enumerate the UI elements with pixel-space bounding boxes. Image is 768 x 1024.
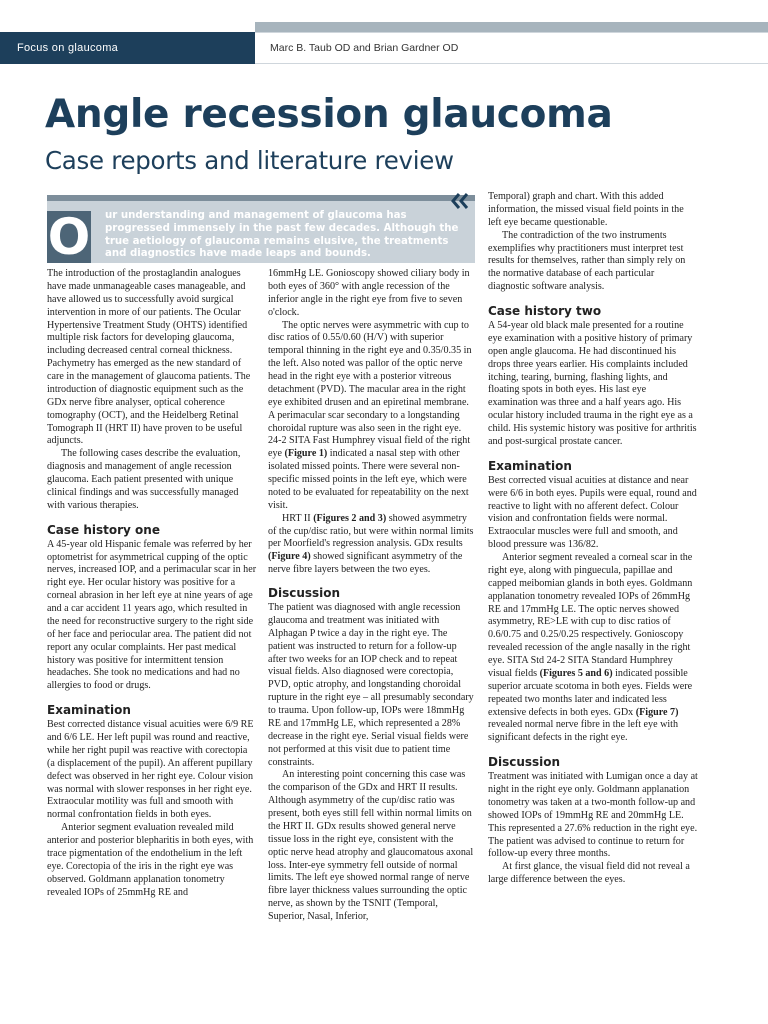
- figure-reference: (Figure 4): [268, 551, 311, 563]
- section-heading: Examination: [488, 458, 572, 473]
- paragraph: 16mmHg LE. Gonioscopy showed ciliary body in both eyes of 360° with angle recession of the inferior angle in the right eye from five to seven o'clock.: [268, 268, 470, 318]
- section-heading: Case history one: [47, 522, 160, 537]
- text-run: showed significant asymmetry of the nerve fibre layers between the two eyes.: [268, 551, 463, 576]
- section-label: Focus on glaucoma: [0, 32, 255, 64]
- paragraph: [268, 320, 476, 513]
- figure-reference: (Figure 1): [284, 448, 328, 460]
- paragraph: Anterior segment evaluation revealed mild anterior and posterior blepharitis in both eyes, with trace pigmentation of the endothelium in the left eye. Corectopia of the iris in the right eye was observed. Goldmann applanation tonometry revealed IOPs of 25mmHg RE and: [47, 822, 254, 898]
- text-run: Anterior segment revealed a corneal scar in the right eye, along with pinguecula, papillae and capped meibomian glands in both eyes. Goldmann applanation tonometry revealed IOPs of 26mmHg RE and 17mmHg LE. The optic nerves showed asymmetry, RE>LE with cup to disc ratios of 0.6/0.75 and 0.25/0.25 respectively. Gonioscopy revealed recession of the angle nasally in the right eye. SITA Std 24-2 SITA Standard Humphrey visual fields: [488, 552, 693, 679]
- author-line: Marc B. Taub OD and Brian Gardner OD: [255, 32, 768, 64]
- lead-box: [47, 195, 475, 266]
- text-run: The optic nerves were asymmetric with cup to disc ratios of 0.55/0.60 (H/V) with superior temporal thinning in the right eye and 0.35/0.35 in the left. Also noted was pallor of the optic nerve head in the right eye with a posterior vitreous detachment (PVD). The macular area in the right eye exhibited drusen and an epiretinal membrane. A perimacular scar secondary to a longstanding choroidal rupture was also seen in the right eye. 24-2 SITA Fast Humphrey visual field of the right eye: [268, 319, 472, 460]
- paragraph: The following cases describe the evaluation, diagnosis and management of angle recession glaucoma. Each patient presented with unique clinical findings and was successfully managed with various therapies.: [47, 448, 241, 511]
- running-header: [0, 32, 768, 64]
- column-3: [488, 191, 698, 887]
- figure-reference: (Figures 5 and 6): [539, 667, 613, 679]
- column-1: [47, 268, 257, 899]
- figure-reference: (Figure 7): [635, 706, 679, 718]
- paragraph: Temporal) graph and chart. With this added information, the missed visual field points in the left eye became questionable.: [488, 191, 684, 228]
- text-run: indicated a nasal step with other isolated missed points. There were several non-specific missed points in the left eye, which were noted to be evaluated for repeatability on the next visit.: [268, 448, 469, 511]
- section-heading: Discussion: [268, 586, 341, 600]
- double-chevron-left-icon: [450, 192, 470, 210]
- paragraph: Treatment was initiated with Lumigan once a day at night in the right eye only. Goldmann applanation tonometry was taken at a two-month follow-up and showed IOPs of 19mmHg RE and 20mmHg LE. This represented a 27.6% reduction in the right eye. The patient was advised to continue to return for follow-up every three months.: [488, 771, 698, 860]
- text-run: revealed normal nerve fibre in the left eye with significant defects in the right eye.: [488, 719, 679, 744]
- paragraph: A 45-year old Hispanic female was referred by her optometrist for asymmetrical cupping of the optic nerves, increased IOP, and a perimacular scar in her right eye. Her ocular history was positive for a corneal abrasion in her left eye at nine years of age and a car accident 11 years ago, which resulted in the need for reconstructive surgery to the right side of her face and periocular area. The patient did not report any ocular complaints. Her past medical history was positive for intermittent tension headaches. She took no medications and had no allergies to food or drugs.: [47, 538, 257, 692]
- paragraph: The contradiction of the two instruments exemplifies why practitioners must interpret test results for themselves, rather than simply rely on the normative database of each particular diagnostic software analysis.: [488, 229, 686, 293]
- article-subtitle: Case reports and literature review: [45, 146, 454, 175]
- top-accent-strip: [255, 22, 768, 32]
- paragraph: The introduction of the prostaglandin analogues have made unmanageable cases manageable, and have allowed us to successfully avoid surgical intervention in more of our patients. The Ocular Hypertensive Treatment Study (OHTS) identified multiple risk factors for developing glaucoma, including decreased central corneal thickness. Pachymetry has emerged as the new standard of care in the management of glaucoma patients. The introduction of diagnostic equipment such as the GDx nerve fibre analyser, optical coherence tomography (OCT), and the Heidelberg Retinal Tomograph II (HRT II) have proven to be useful adjuncts.: [47, 268, 251, 447]
- article-title: Angle recession glaucoma: [45, 92, 613, 137]
- paragraph: At first glance, the visual field did not reveal a large difference between the eyes.: [488, 861, 690, 886]
- paragraph: Best corrected distance visual acuities were 6/9 RE and 6/6 LE. Her left pupil was round and reactive, while her right pupil was reactive with corectopia (a displacement of the pupil). An afferent pupillary defect was observed in her right eye. Colour vision was normal with slower responses in her right eye. Extraocular motility was full and smooth with normal confrontation fields in both eyes.: [47, 719, 254, 821]
- column-2: [268, 268, 476, 924]
- paragraph: [268, 513, 476, 577]
- lead-paragraph: ur understanding and management of glaucoma has progressed immensely in the past few decades. Although the true aetiology of glaucoma remains elusive, the treatments and diagnostics have made leaps and bounds.: [105, 210, 459, 260]
- text-run: showed asymmetry of the cup/disc ratio, but were within normal limits per Moorfield's regression analysis. GDx results: [268, 512, 474, 550]
- paragraph: An interesting point concerning this case was the comparison of the GDx and HRT II results. Although asymmetry of the cup/disc ratio was present, both eyes still fell within normal limits on the HRT II. GDx results showed general nerve tissue loss in the right eye, consistent with the optic nerve head atrophy and glaucomatous axonal loss. Inter-eye symmetry fell outside of normal limits. The left eye showed normal range of nerve fibre layer thickness values surrounding the optic nerve, as shown by the TSNIT (Temporal, Superior, Nasal, Inferior,: [268, 769, 474, 922]
- paragraph: A 54-year old black male presented for a routine eye examination with a positive history of primary open angle glaucoma. He had discontinued his drops three years earlier. His complaints included itching, tearing, burning, flashing lights, and floating spots in both eyes. His last eye examination was three and a half years ago. His ocular history included trauma in the right eye as a child. His systemic history was positive for arthritis and post-surgical prostate cancer.: [488, 320, 697, 447]
- figure-reference: (Figures 2 and 3): [313, 512, 387, 524]
- drop-cap: O: [47, 208, 91, 266]
- section-heading: Examination: [47, 703, 131, 718]
- paragraph: Best corrected visual acuities at distance and near were 6/6 in both eyes. Pupils were equal, round and reactive to light with no afferent defect. Colour vision and confrontation fields were normal. Extraocular muscles were full and smooth, and blood pressure was 136/82.: [488, 474, 697, 551]
- paragraph: [488, 552, 698, 745]
- paragraph: The patient was diagnosed with angle recession glaucoma and treatment was initiated with Alphagan P twice a day in the right eye. The patient was instructed to return for a follow-up after two weeks for an IOP check and to repeat visual fields. Also diagnosed were corectopia, PVD, optic atrophy, and longstanding choroidal rupture in the right eye – all presumably secondary to trauma. Upon follow-up, IOPs were 18mmHg RE and 17mmHg LE, which represented a 28% decrease in the right eye. Serial visual fields were not performed at this visit due to patient time constraints.: [268, 602, 474, 768]
- text-run: HRT II: [282, 512, 311, 524]
- text-run: indicated possible superior arcuate scotoma in both eyes. Fields were repeated two months later and indicated less extensive defects in both eyes. GDx: [488, 667, 693, 718]
- section-heading: Discussion: [488, 755, 561, 770]
- section-heading: Case history two: [488, 304, 602, 318]
